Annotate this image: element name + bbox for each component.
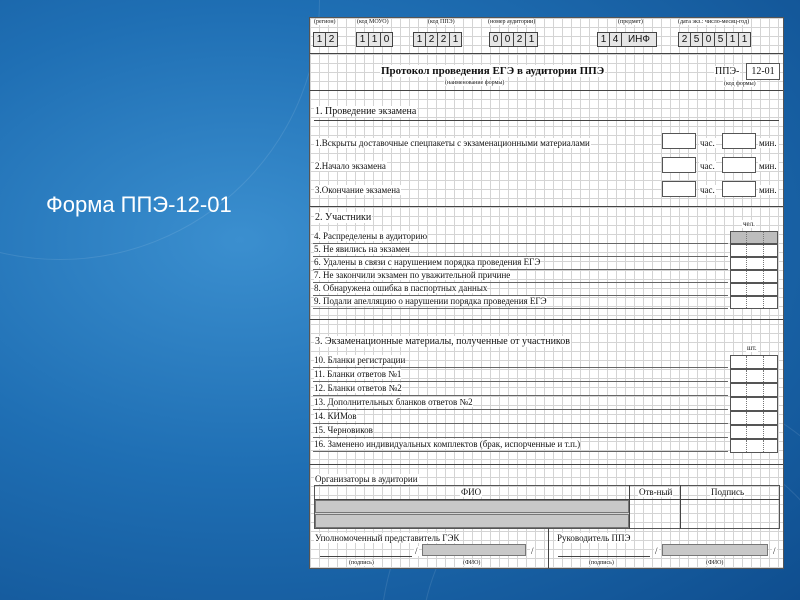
divider <box>629 485 630 529</box>
minutes-label: мин. <box>759 161 777 171</box>
row-label: 15. Черновиков <box>314 425 373 435</box>
row-label: 7. Не закончили экзамен по уважительной причине <box>314 270 511 280</box>
code-cell[interactable]: 2 <box>425 32 438 47</box>
row-label: 16. Заменено индивидуальных комплектов (брак, испорченные и т.п.) <box>314 439 581 449</box>
form-code-prefix: ППЭ- <box>715 66 740 77</box>
slash: / <box>415 546 418 556</box>
section1-row: 1.Вскрыты доставочные спецпакеты с экзаменационными материалами <box>315 138 590 148</box>
sign-line[interactable] <box>320 556 412 557</box>
divider <box>680 485 681 529</box>
count-input[interactable] <box>730 283 778 296</box>
section2-row <box>313 296 728 309</box>
section2-row <box>313 244 728 257</box>
code-cell[interactable]: 2 <box>513 32 526 47</box>
code-cell[interactable]: 1 <box>525 32 538 47</box>
form-code: 12-01 <box>746 63 780 80</box>
row-label: 11. Бланки ответов №1 <box>314 369 402 379</box>
section3-heading: 3. Экзаменационные материалы, полученные от участников <box>315 336 570 347</box>
count-input[interactable] <box>730 296 778 309</box>
fio-caption: (ФИО) <box>463 560 481 566</box>
hours-input[interactable] <box>662 133 696 149</box>
section1-row: 3.Окончание экзамена <box>315 185 401 195</box>
count-input[interactable] <box>730 369 778 383</box>
count-input[interactable] <box>730 270 778 283</box>
mouo-cells <box>357 32 393 47</box>
row-label: 8. Обнаружена ошибка в паспортных данных <box>314 283 488 293</box>
code-cell[interactable]: 1 <box>597 32 610 47</box>
section1-heading: 1. Проведение экзамена <box>315 106 417 117</box>
code-cell[interactable]: 0 <box>489 32 502 47</box>
divider <box>310 464 783 465</box>
region-cells <box>314 32 338 47</box>
code-cell[interactable]: 1 <box>726 32 739 47</box>
minutes-input[interactable] <box>722 181 756 197</box>
slash: / <box>655 546 658 556</box>
organizers-col-sign: Подпись <box>711 487 745 497</box>
section2-row <box>313 257 728 270</box>
section3-row <box>313 425 728 438</box>
sign-caption: (подпись) <box>349 560 374 566</box>
ppe-cells <box>414 32 462 47</box>
count-input[interactable] <box>730 231 778 244</box>
room-cells <box>490 32 538 47</box>
organizers-col-fio: ФИО <box>461 487 482 497</box>
section2-unit: чел. <box>743 220 755 228</box>
code-cell[interactable]: 0 <box>702 32 715 47</box>
code-cell[interactable]: 2 <box>678 32 691 47</box>
section2-heading: 2. Участники <box>315 212 372 223</box>
count-input[interactable] <box>730 244 778 257</box>
caption-mouo: (код МОУО) <box>357 19 389 25</box>
code-cell[interactable]: 1 <box>738 32 751 47</box>
count-input[interactable] <box>730 383 778 397</box>
caption-ppe: (код ППЭ) <box>428 19 455 25</box>
section3-row <box>313 355 728 368</box>
row-label: 10. Бланки регистрации <box>314 355 406 365</box>
subject-name-cell[interactable]: ИНФ <box>621 32 657 47</box>
slash: / <box>531 546 534 556</box>
code-cell[interactable]: 4 <box>609 32 622 47</box>
code-cell[interactable]: 2 <box>325 32 338 47</box>
row-label: 14. КИМов <box>314 411 357 421</box>
code-cell[interactable]: 1 <box>413 32 426 47</box>
row-label: 9. Подали апелляцию о нарушении порядка проведения ЕГЭ <box>314 296 547 306</box>
divider <box>310 90 783 91</box>
count-input[interactable] <box>730 355 778 369</box>
sign-caption: (подпись) <box>589 560 614 566</box>
background-swirl <box>0 0 320 260</box>
form-title: Протокол проведения ЕГЭ в аудитории ППЭ <box>381 65 605 77</box>
slide-title: Форма ППЭ-12-01 <box>46 192 232 217</box>
organizer-fio-field[interactable] <box>315 500 629 513</box>
section3-row <box>313 369 728 382</box>
divider <box>310 319 783 320</box>
ppe-form <box>309 17 784 569</box>
hours-input[interactable] <box>662 157 696 173</box>
section3-row <box>313 439 728 452</box>
date-cells <box>679 32 751 47</box>
gek-label: Уполномоченный представитель ГЭК <box>315 533 460 543</box>
hours-label: час. <box>700 138 715 148</box>
count-input[interactable] <box>730 411 778 425</box>
section2-row <box>313 270 728 283</box>
caption-date: (дата экз.: число-месяц-год) <box>678 19 750 25</box>
caption-room: (номер аудитории) <box>488 19 536 25</box>
minutes-label: мин. <box>759 185 777 195</box>
minutes-input[interactable] <box>722 157 756 173</box>
hours-label: час. <box>700 185 715 195</box>
row-label: 12. Бланки ответов №2 <box>314 383 402 393</box>
code-cell[interactable]: 1 <box>356 32 369 47</box>
count-input[interactable] <box>730 397 778 411</box>
code-cell[interactable]: 1 <box>449 32 462 47</box>
ppe-head-label: Руководитель ППЭ <box>557 533 631 543</box>
hours-input[interactable] <box>662 181 696 197</box>
section2-row <box>313 283 728 296</box>
minutes-input[interactable] <box>722 133 756 149</box>
code-cell[interactable]: 5 <box>714 32 727 47</box>
subject-cells <box>598 32 657 47</box>
caption-subject: (предмет) <box>618 19 643 25</box>
section3-row <box>313 383 728 396</box>
form-title-caption: (наименование формы) <box>445 80 505 86</box>
divider <box>310 206 783 207</box>
code-cell[interactable]: 0 <box>380 32 393 47</box>
row-label: 13. Дополнительных бланков ответов №2 <box>314 397 473 407</box>
fio-caption: (ФИО) <box>706 560 724 566</box>
gek-fio-field[interactable] <box>422 544 526 556</box>
section3-row <box>313 411 728 424</box>
divider <box>314 120 779 121</box>
section3-unit: шт. <box>747 344 757 352</box>
divider <box>548 528 549 568</box>
organizers-col-role: Отв-ный <box>639 487 673 497</box>
row-label: 4. Распределены в аудиторию <box>314 231 428 241</box>
minutes-label: мин. <box>759 138 777 148</box>
section1-row: 2.Начало экзамена <box>315 161 386 171</box>
code-cell[interactable]: 2 <box>437 32 450 47</box>
code-cell[interactable]: 0 <box>501 32 514 47</box>
head-fio-field[interactable] <box>662 544 768 556</box>
divider <box>310 53 783 54</box>
code-cell[interactable]: 1 <box>368 32 381 47</box>
sign-line[interactable] <box>558 556 650 557</box>
caption-region: (регион) <box>314 19 336 25</box>
hours-label: час. <box>700 161 715 171</box>
section2-row <box>313 231 728 244</box>
organizer-fio-field[interactable] <box>315 514 629 528</box>
count-input[interactable] <box>730 425 778 439</box>
count-input[interactable] <box>730 257 778 270</box>
code-cell[interactable]: 5 <box>690 32 703 47</box>
row-label: 6. Удалены в связи с нарушением порядка проведения ЕГЭ <box>314 257 541 267</box>
slash: / <box>773 546 776 556</box>
organizers-heading: Организаторы в аудитории <box>315 474 418 484</box>
row-label: 5. Не явились на экзамен <box>314 244 410 254</box>
section3-row <box>313 397 728 410</box>
form-code-caption: (код формы) <box>724 81 756 87</box>
count-input[interactable] <box>730 439 778 453</box>
code-cell[interactable]: 1 <box>313 32 326 47</box>
